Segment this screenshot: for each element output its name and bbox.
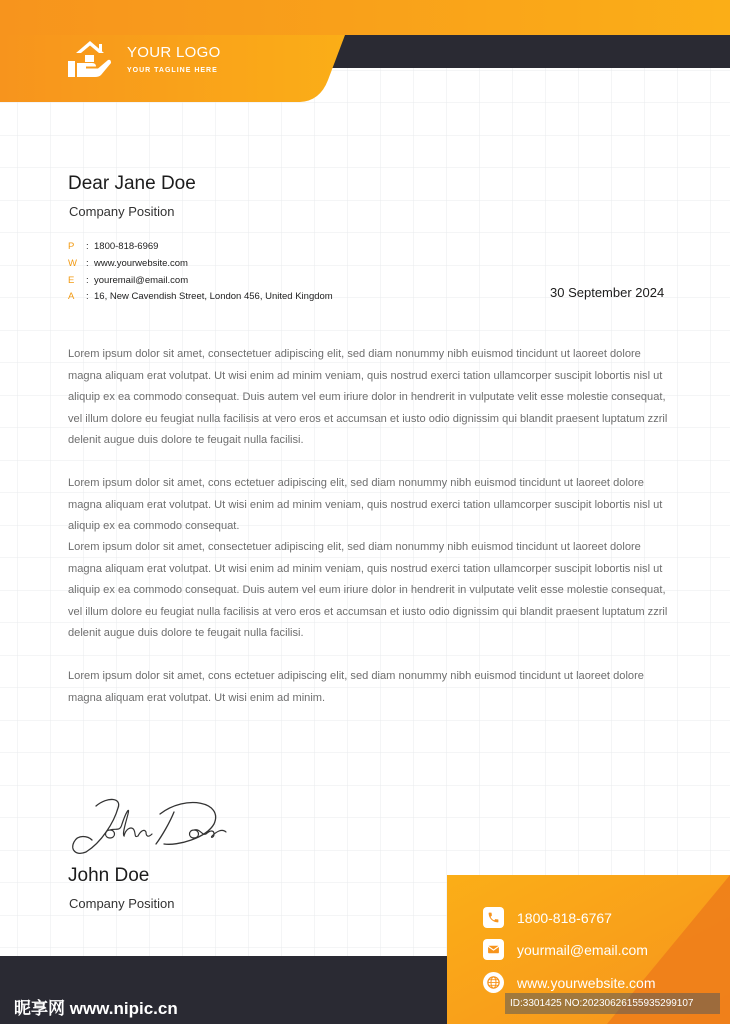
contact-key: A: [68, 291, 75, 302]
contact-email-row: E : youremail@email.com: [68, 275, 189, 286]
body-paragraph: Lorem ipsum dolor sit amet, consectetuer adipiscing elit, sed diam nonummy nibh euismod tincidunt ut laoreet dolore magna aliquam erat volutpat. Ut wisi enim ad minim veniam, quis nostrud exerci tation ullamcorper suscipit lobortis nisl ut aliquip ex ea commodo consequat. Duis autem vel eum iriure dolor in hendrerit in vulputate velit esse molestie consequat, vel illum dolore eu feugiat nulla facilisis at vero eros et accumsan et iusto odio dignissim qui blandit praesent luptatum zzril delenit augue duis dolore te feugait nulla facilisi.: [68, 348, 668, 446]
watermark-site: 昵享网 www.nipic.cn: [14, 999, 178, 1018]
contact-key: P: [68, 241, 75, 252]
letter-date: 30 September 2024: [550, 285, 665, 300]
logo-text: YOUR LOGO: [127, 44, 221, 61]
recipient-position: Company Position: [69, 204, 175, 219]
logo-tagline: YOUR TAGLINE HERE: [127, 67, 218, 74]
contact-key: W: [68, 258, 77, 269]
body-paragraph: Lorem ipsum dolor sit amet, consectetuer adipiscing elit, sed diam nonummy nibh euismod tincidunt ut laoreet dolore magna aliquam erat volutpat. Ut wisi enim ad minim veniam, quis nostrud exerci tation ullamcorper suscipit lobortis nisl ut aliquip ex ea commodo consequat. Duis autem vel eum iriure dolor in hendrerit in vulputate velit esse molestie consequat, vel illum dolore eu feugiat nulla facilisis at vero eros et accumsan et iusto odio dignissim qui blandit praesent luptatum zzril delenit augue duis dolore te feugait nulla facilisi.: [68, 541, 668, 639]
sender-position: Company Position: [69, 896, 175, 911]
contact-value: 1800-818-6969: [94, 241, 159, 252]
house-hand-logo-icon: [66, 37, 112, 79]
footer-website-text: www.yourwebsite.com: [517, 974, 656, 991]
mail-icon: [483, 939, 504, 960]
footer-email: [483, 939, 648, 960]
contact-phone-row: P : 1800-818-6969: [68, 241, 159, 252]
contact-value: www.yourwebsite.com: [94, 258, 188, 269]
footer-phone: [483, 907, 612, 928]
contact-address-row: A : 16, New Cavendish Street, London 456, United Kingdom: [68, 291, 333, 302]
handwritten-signature: [66, 792, 236, 860]
footer-phone-text: 1800-818-6767: [517, 909, 612, 926]
body-paragraph: Lorem ipsum dolor sit amet, cons ectetuer adipiscing elit, sed diam nonummy nibh euismod tincidunt ut laoreet dolore magna aliquam erat volutpat. Ut wisi enim ad minim veniam, quis nostrud exerci tation ullamcorper suscipit lobortis nisl ut aliquip ex ea commodo consequat.: [68, 477, 663, 532]
contact-value: 16, New Cavendish Street, London 456, United Kingdom: [94, 291, 333, 302]
footer-website: [483, 972, 656, 993]
contact-website-row: W : www.yourwebsite.com: [68, 258, 188, 269]
contact-value: youremail@email.com: [94, 275, 189, 286]
footer-email-text: yourmail@email.com: [517, 941, 648, 958]
contact-key: E: [68, 275, 75, 286]
body-paragraph: Lorem ipsum dolor sit amet, cons ectetuer adipiscing elit, sed diam nonummy nibh euismod tincidunt ut laoreet dolore magna aliquam erat volutpat. Ut wisi enim ad minim.: [68, 670, 644, 704]
sender-name: John Doe: [68, 865, 150, 886]
recipient-greeting: Dear Jane Doe: [68, 173, 196, 194]
watermark-id: ID:3301425 NO:20230626155935299107: [505, 993, 720, 1014]
phone-icon: [483, 907, 504, 928]
globe-icon: [483, 972, 504, 993]
